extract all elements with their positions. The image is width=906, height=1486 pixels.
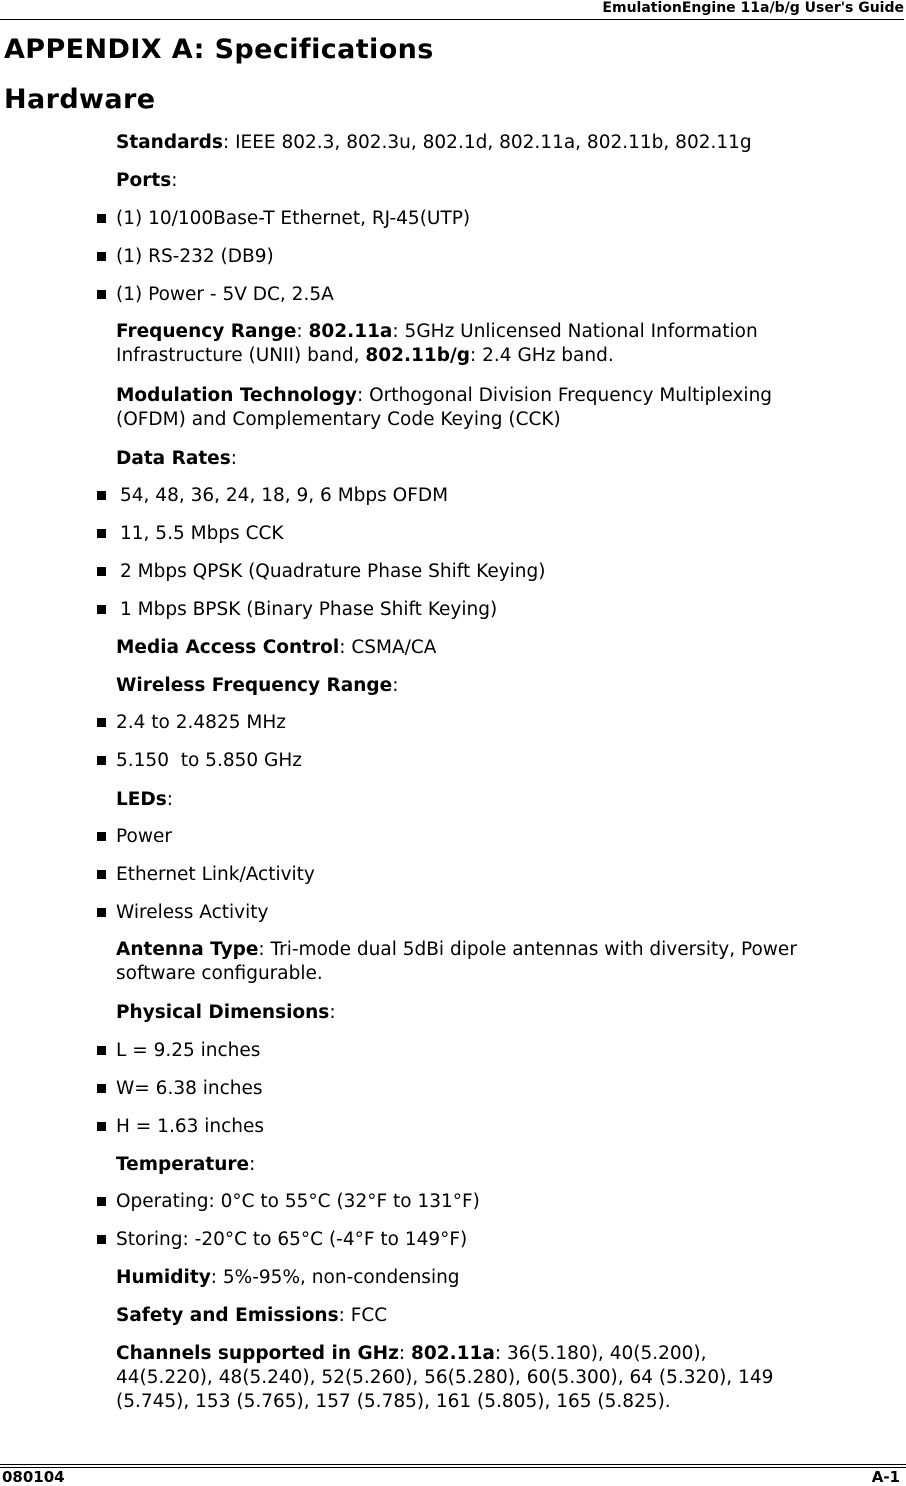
frequency-para xyxy=(116,320,896,368)
bullet-icon xyxy=(97,567,106,576)
bullet-icon xyxy=(97,491,106,500)
channels-text-1: 36(5.180), 40(5.200), xyxy=(507,1343,707,1364)
channels-a-sep: : xyxy=(494,1343,507,1364)
modulation-sep: : xyxy=(356,385,370,406)
page-header xyxy=(0,0,904,20)
temperature-sep: : xyxy=(249,1154,256,1175)
antenna-sep: : xyxy=(258,939,271,960)
footer-page-number: A-1 xyxy=(871,1468,900,1486)
humidity-sep: : xyxy=(210,1267,223,1288)
leds-para xyxy=(116,788,896,812)
temperature-label: Temperature xyxy=(116,1154,250,1175)
bullet-icon xyxy=(97,1084,106,1093)
wireless-range-para xyxy=(116,674,896,698)
bullet-icon xyxy=(97,290,106,299)
modulation-text-2: (OFDM) and Complementary Code Keying (CCK) xyxy=(116,409,561,430)
list-item: Operating: 0°C to 55°C (32°F to 131°F) xyxy=(116,1191,480,1212)
appendix-title: APPENDIX A: Specifications xyxy=(4,34,434,65)
section-title: Hardware xyxy=(4,84,156,115)
list-item: H = 1.63 inches xyxy=(116,1116,265,1137)
frequency-bg-sep: : xyxy=(470,345,483,366)
wireless-range-sep: : xyxy=(392,675,399,696)
list-item: (1) 10/100Base-T Ethernet, RJ-45(UTP) xyxy=(116,208,471,229)
bullet-icon xyxy=(97,252,106,261)
list-item: Power xyxy=(116,826,172,847)
data-rates-label: Data Rates xyxy=(116,448,231,469)
data-rates-sep: : xyxy=(230,448,237,469)
bullet-icon xyxy=(97,718,106,727)
list-item: 5.150 to 5.850 GHz xyxy=(116,750,302,771)
frequency-sep: : xyxy=(296,321,309,342)
footer-divider xyxy=(0,1467,906,1468)
list-item: 54, 48, 36, 24, 18, 9, 6 Mbps OFDM xyxy=(120,485,449,506)
standards-text: IEEE 802.3, 802.3u, 802.1d, 802.11a, 802.11b, 802.11g xyxy=(235,132,752,153)
channels-label: Channels supported in GHz xyxy=(116,1343,399,1364)
channels-a-label: 802.11a xyxy=(411,1343,495,1364)
standards-label: Standards xyxy=(116,132,223,153)
bullet-icon xyxy=(97,1046,106,1055)
standards-sep: : xyxy=(222,132,236,153)
footer-doc-number: 080104 xyxy=(2,1468,65,1486)
list-item: Storing: -20°C to 65°C (-4°F to 149°F) xyxy=(116,1229,468,1250)
mac-sep: : xyxy=(339,637,352,658)
frequency-a-label: 802.11a xyxy=(308,321,393,342)
list-item: 2 Mbps QPSK (Quadrature Phase Shift Keying) xyxy=(120,561,546,582)
header-title: EmulationEngine 11a/b/g User's Guide xyxy=(602,0,904,16)
frequency-bg-text: 2.4 GHz band. xyxy=(482,345,614,366)
list-item: Wireless Activity xyxy=(116,902,269,923)
mac-text: CSMA/CA xyxy=(351,637,437,658)
standards-para xyxy=(116,131,896,155)
bullet-icon xyxy=(97,529,106,538)
list-item: 2.4 to 2.4825 MHz xyxy=(116,712,286,733)
humidity-text: 5%-95%, non-condensing xyxy=(222,1267,460,1288)
bullet-icon xyxy=(97,1197,106,1206)
ports-para xyxy=(116,169,896,193)
frequency-bg-label: 802.11b/g xyxy=(365,345,471,366)
ports-label: Ports xyxy=(116,170,172,191)
antenna-text-2: software configurable. xyxy=(116,963,323,984)
wireless-range-label: Wireless Frequency Range xyxy=(116,675,393,696)
list-item: W= 6.38 inches xyxy=(116,1078,263,1099)
safety-sep: : xyxy=(338,1305,351,1326)
dimensions-sep: : xyxy=(329,1002,336,1023)
antenna-para xyxy=(116,938,896,986)
safety-para xyxy=(116,1304,896,1328)
bullet-icon xyxy=(97,756,106,765)
frequency-label: Frequency Range xyxy=(116,321,297,342)
bullet-icon xyxy=(97,605,106,614)
temperature-para xyxy=(116,1153,896,1177)
frequency-a-sep: : xyxy=(392,321,405,342)
channels-para xyxy=(116,1342,896,1414)
ports-sep: : xyxy=(171,170,178,191)
frequency-a-text-1: 5GHz Unlicensed National Information xyxy=(404,321,758,342)
bullet-icon xyxy=(97,214,106,223)
frequency-a-text-2: Infrastructure (UNII) band, xyxy=(116,345,366,366)
bullet-icon xyxy=(97,870,106,879)
list-item: (1) RS-232 (DB9) xyxy=(116,246,274,267)
channels-sep: : xyxy=(398,1343,411,1364)
modulation-label: Modulation Technology xyxy=(116,385,357,406)
leds-label: LEDs xyxy=(116,789,167,810)
bullet-icon xyxy=(97,832,106,841)
list-item: L = 9.25 inches xyxy=(116,1040,261,1061)
list-item: (1) Power - 5V DC, 2.5A xyxy=(116,284,334,305)
list-item: 1 Mbps BPSK (Binary Phase Shift Keying) xyxy=(120,599,498,620)
modulation-text-1: Orthogonal Division Frequency Multiplexing xyxy=(369,385,773,406)
mac-label: Media Access Control xyxy=(116,637,340,658)
channels-text-2: 44(5.220), 48(5.240), 52(5.260), 56(5.280), 60(5.300), 64 (5.320), 149 xyxy=(116,1367,774,1388)
safety-text: FCC xyxy=(350,1305,388,1326)
mac-para xyxy=(116,636,896,660)
dimensions-para xyxy=(116,1001,896,1025)
list-item: 11, 5.5 Mbps CCK xyxy=(120,523,284,544)
humidity-para xyxy=(116,1266,896,1290)
antenna-text-1: Tri-mode dual 5dBi dipole antennas with diversity, Power xyxy=(270,939,797,960)
list-item: Ethernet Link/Activity xyxy=(116,864,315,885)
humidity-label: Humidity xyxy=(116,1267,211,1288)
dimensions-label: Physical Dimensions xyxy=(116,1002,330,1023)
footer-divider xyxy=(0,1464,906,1465)
antenna-label: Antenna Type xyxy=(116,939,259,960)
data-rates-para xyxy=(116,447,896,471)
leds-sep: : xyxy=(166,789,174,810)
bullet-icon xyxy=(97,1235,106,1244)
bullet-icon xyxy=(97,908,106,917)
safety-label: Safety and Emissions xyxy=(116,1305,339,1326)
modulation-para xyxy=(116,384,896,432)
channels-text-3: (5.745), 153 (5.765), 157 (5.785), 161 (5.805), 165 (5.825). xyxy=(116,1391,671,1412)
bullet-icon xyxy=(97,1122,106,1131)
